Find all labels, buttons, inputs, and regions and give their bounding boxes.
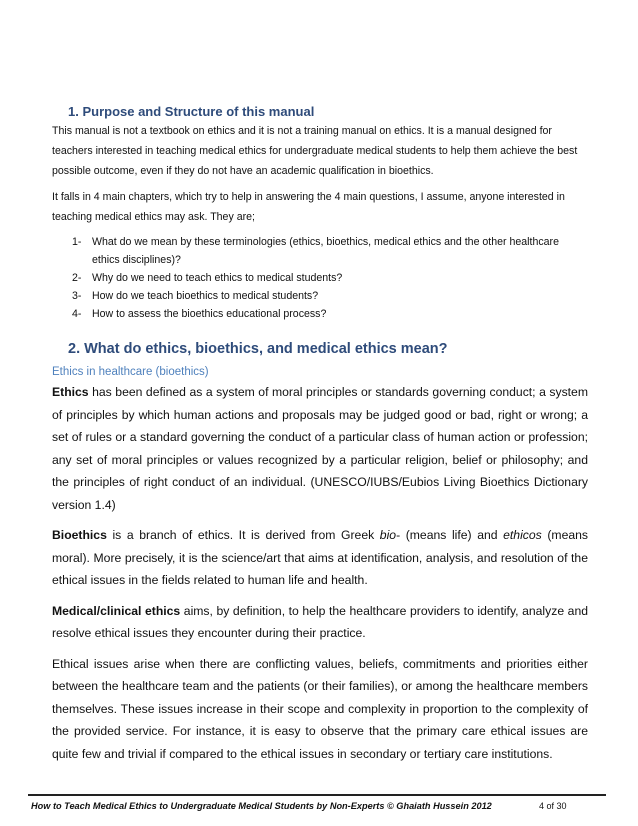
document-page	[52, 104, 588, 773]
term: Bioethics	[52, 528, 107, 542]
list-number: 3-	[72, 290, 82, 302]
list-item	[72, 269, 588, 287]
ethics-paragraph	[52, 381, 588, 516]
list-text: How do we teach bioethics to medical students?	[92, 290, 319, 302]
term: Ethics	[52, 385, 89, 399]
paragraph: This manual is not a textbook on ethics and it is not a training manual on ethics. It is a manual designed for teachers interested in teaching medical ethics for undergraduate medical students to help them achieve the best possible outcome, even if they do not have an academic qualification in bioethics.	[52, 125, 578, 177]
footer-title: How to Teach Medical Ethics to Undergraduate Medical Students by Non-Experts © Ghaiath Hussein 2012	[31, 801, 492, 811]
list-item	[72, 287, 588, 305]
text: - (means life) and	[396, 528, 504, 542]
section-2-heading: 2. What do ethics, bioethics, and medical ethics mean?	[68, 341, 448, 357]
list-text: What do we mean by these terminologies (ethics, bioethics, medical ethics and the other healthcare ethics disciplines)?	[92, 236, 559, 266]
chapter-list	[52, 233, 588, 323]
footer-divider	[28, 794, 606, 796]
section-1-heading: 1. Purpose and Structure of this manual	[68, 104, 315, 119]
ethical-issues-paragraph: Ethical issues arise when there are conflicting values, beliefs, commitments and priorities either between the healthcare team and the patients (or their families), or among the healthcare members themselves. These issues increase in their scope and complexity in proportion to the complexity of the provided service. For instance, it is easy to observe that the primary care ethical issues are quite few and trivial if compared to the ethical issues in secondary or tertiary care institutions.	[52, 656, 588, 761]
bioethics-paragraph	[52, 524, 588, 592]
term: Medical/clinical ethics	[52, 603, 181, 618]
list-text: How to assess the bioethics educational process?	[92, 308, 327, 320]
page-number: 4 of 30	[539, 801, 567, 811]
list-item	[72, 305, 588, 323]
list-number: 2-	[72, 272, 82, 284]
list-text: Why do we need to teach ethics to medical students?	[92, 272, 343, 284]
list-item	[72, 233, 588, 269]
italic-text: bio	[379, 528, 397, 542]
text: is a branch of ethics. It is derived from Greek	[106, 528, 380, 542]
medical-ethics-paragraph	[52, 600, 588, 645]
list-number: 1-	[72, 236, 82, 248]
subheading: Ethics in healthcare (bioethics)	[52, 366, 209, 378]
italic-text: ethicos	[503, 528, 542, 542]
text: aims, by definition, to help the healthcare providers to identify, analyze and resolve ethical issues they encounter during their practice.	[52, 603, 588, 640]
footer	[31, 801, 611, 811]
text: (means moral). More precisely, it is the science/art that aims at identification, analysis, and resolution of the ethical issues in the fields related to human life and health.	[52, 528, 589, 587]
list-number: 4-	[72, 308, 82, 320]
text: has been defined as a system of moral principles or standards governing conduct; a system of principles by which human actions and proposals may be judged good or bad, right or wrong; a set of rules or a standard governing the conduct of a particular class of human action or profession; any set of moral principles or values recognized by a particular religion, belief or philosophy; and the principles of right conduct of an individual. (UNESCO/IUBS/Eubios Living Bioethics Dictionary version 1.4)	[52, 385, 588, 512]
paragraph: It falls in 4 main chapters, which try to help in answering the 4 main questions, I assume, anyone interested in teaching medical ethics may ask. They are;	[52, 191, 565, 223]
